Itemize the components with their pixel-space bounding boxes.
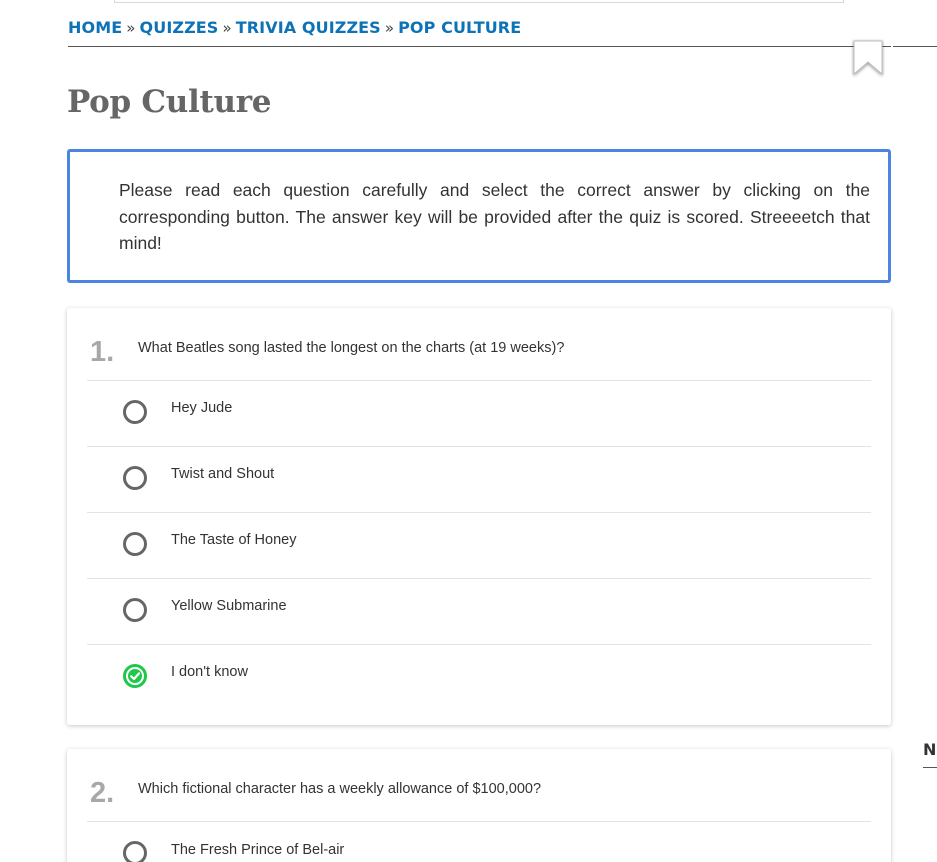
question-text: Which fictional character has a weekly allowance of $100,000?: [138, 781, 542, 797]
breadcrumb-quizzes[interactable]: QUIZZES: [139, 18, 219, 37]
answer-label: Yellow Submarine: [171, 598, 287, 614]
instructions-box: [67, 149, 891, 283]
breadcrumb-pop-culture[interactable]: POP CULTURE: [398, 18, 522, 37]
sidebar-heading-partial: N: [923, 740, 937, 759]
question-header: [87, 749, 871, 822]
answer-label: The Fresh Prince of Bel-air: [171, 842, 345, 858]
top-bar-edge: [114, 0, 844, 3]
question-number: 2.: [90, 777, 115, 809]
breadcrumb-separator-icon: »: [126, 19, 136, 37]
answer-option[interactable]: [87, 381, 871, 447]
breadcrumb: [68, 18, 891, 47]
question-number: 1.: [90, 336, 115, 368]
breadcrumb-separator-icon: »: [222, 19, 232, 37]
page-title: Pop Culture: [67, 84, 272, 120]
divider: [893, 46, 937, 47]
answer-label: Twist and Shout: [171, 466, 275, 482]
answer-option[interactable]: [87, 579, 871, 645]
answer-option[interactable]: [87, 447, 871, 513]
radio-unchecked-icon[interactable]: [122, 531, 148, 557]
answer-option[interactable]: [87, 822, 871, 862]
divider: [923, 767, 937, 768]
question-card: [67, 308, 891, 725]
radio-unchecked-icon[interactable]: [122, 840, 148, 862]
radio-unchecked-icon[interactable]: [122, 597, 148, 623]
instructions-text: Please read each question carefully and select the correct answer by clicking on the corresponding button. The answer key will be provided after the quiz is scored. Streeeetch that mind!: [119, 180, 870, 253]
answer-label: Hey Jude: [171, 400, 233, 416]
breadcrumb-home[interactable]: HOME: [68, 18, 123, 37]
question-text: What Beatles song lasted the longest on the charts (at 19 weeks)?: [138, 340, 565, 356]
breadcrumb-separator-icon: »: [384, 19, 395, 37]
answer-label: I don't know: [171, 664, 248, 680]
breadcrumb-trivia-quizzes[interactable]: TRIVIA QUIZZES: [235, 18, 381, 37]
question-header: [87, 308, 871, 381]
radio-checked-icon[interactable]: [122, 663, 148, 689]
answer-option-selected[interactable]: [87, 645, 871, 710]
radio-unchecked-icon[interactable]: [122, 399, 148, 425]
answer-label: The Taste of Honey: [171, 532, 297, 548]
radio-unchecked-icon[interactable]: [122, 465, 148, 491]
question-card: [67, 749, 891, 862]
bookmark-icon[interactable]: [851, 38, 885, 78]
answer-option[interactable]: [87, 513, 871, 579]
